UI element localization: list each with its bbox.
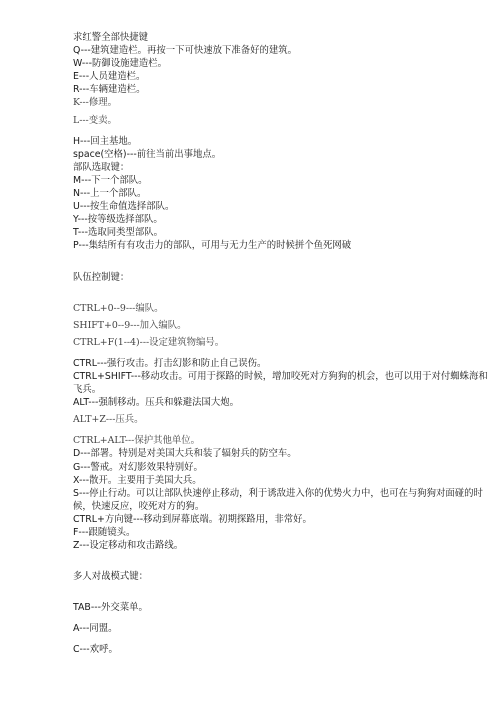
hotkey-line: W---防御设施建造栏。 [73,58,168,70]
hotkey-line: ALT+Z---压兵。 [73,414,144,426]
hotkey-line: CTRL+ALT---保护其他单位。 [73,435,200,447]
hotkey-line: Y---按等级选择部队。 [73,214,163,226]
hotkey-line: C---欢呼。 [73,644,118,656]
subsection-heading: 部队选取键： [73,161,130,173]
hotkey-line: CTRL+0--9---编队。 [73,302,164,314]
hotkey-line: space(空格)---前往当前出事地点。 [73,148,222,160]
hotkey-line: L---变卖。 [73,114,117,126]
hotkey-line: SHIFT+0--9---加入编队。 [73,319,187,331]
document-page [73,31,493,657]
hotkey-line: S---停止行动。可以让部队快速停止移动，利于诱敌进入你的优势火力中，也可在与狗狗对面碰的时候，快速反应，咬死对方的狗。 [73,487,483,512]
hotkey-line: A---同盟。 [73,623,118,635]
hotkey-line: R---车辆建造栏。 [73,84,146,96]
hotkey-line: X---散开。主要用于美国大兵。 [73,474,202,486]
hotkey-line: T---选取同类型部队。 [73,227,164,239]
hotkey-line: D---部署。特别是对美国大兵和装了辐射兵的防空车。 [73,448,297,460]
section-heading-multiplayer: 多人对战模式键： [73,571,149,583]
hotkey-line: Q---建筑建造栏。再按一下可快速放下准备好的建筑。 [73,45,298,57]
hotkey-line: CTRL---强行攻击。打击幻影和防止自己误伤。 [73,357,267,369]
hotkey-line: M---下一个部队。 [73,174,148,186]
hotkey-line: N---上一个部队。 [73,188,147,200]
hotkey-line: U---按生命值选择部队。 [73,201,175,213]
hotkey-line: H---回主基地。 [73,135,138,147]
hotkey-line: CTRL+方向键---移动到屏幕底端。初期探路用，非常好。 [73,513,312,525]
hotkey-line: Z---设定移动和攻击路线。 [73,540,184,552]
section-heading-team: 队伍控制键： [73,271,130,283]
document-title: 求红警全部快捷键 [73,32,149,43]
hotkey-line: G---警戒。对幻影效果特别好。 [73,461,203,473]
hotkey-line: CTRL+SHIFT---移动攻击。可用于探路的时候，增加咬死对方狗狗的机会，也可以用于对付蜘蛛海和飞兵。 [73,370,488,396]
hotkey-line: F---跟随镜头。 [73,527,136,538]
hotkey-line: CTRL+F(1--4)---设定建筑物编号。 [73,336,225,348]
hotkey-line: K---修理。 [73,97,117,109]
hotkey-line: ALT---强制移动。压兵和躲避法国大炮。 [73,397,239,409]
hotkey-line: P---集结所有有攻击力的部队，可用与无力生产的时候拼个鱼死网破 [73,240,352,252]
hotkey-line: TAB---外交菜单。 [73,602,148,614]
hotkey-line: E---人员建造栏。 [73,71,146,83]
